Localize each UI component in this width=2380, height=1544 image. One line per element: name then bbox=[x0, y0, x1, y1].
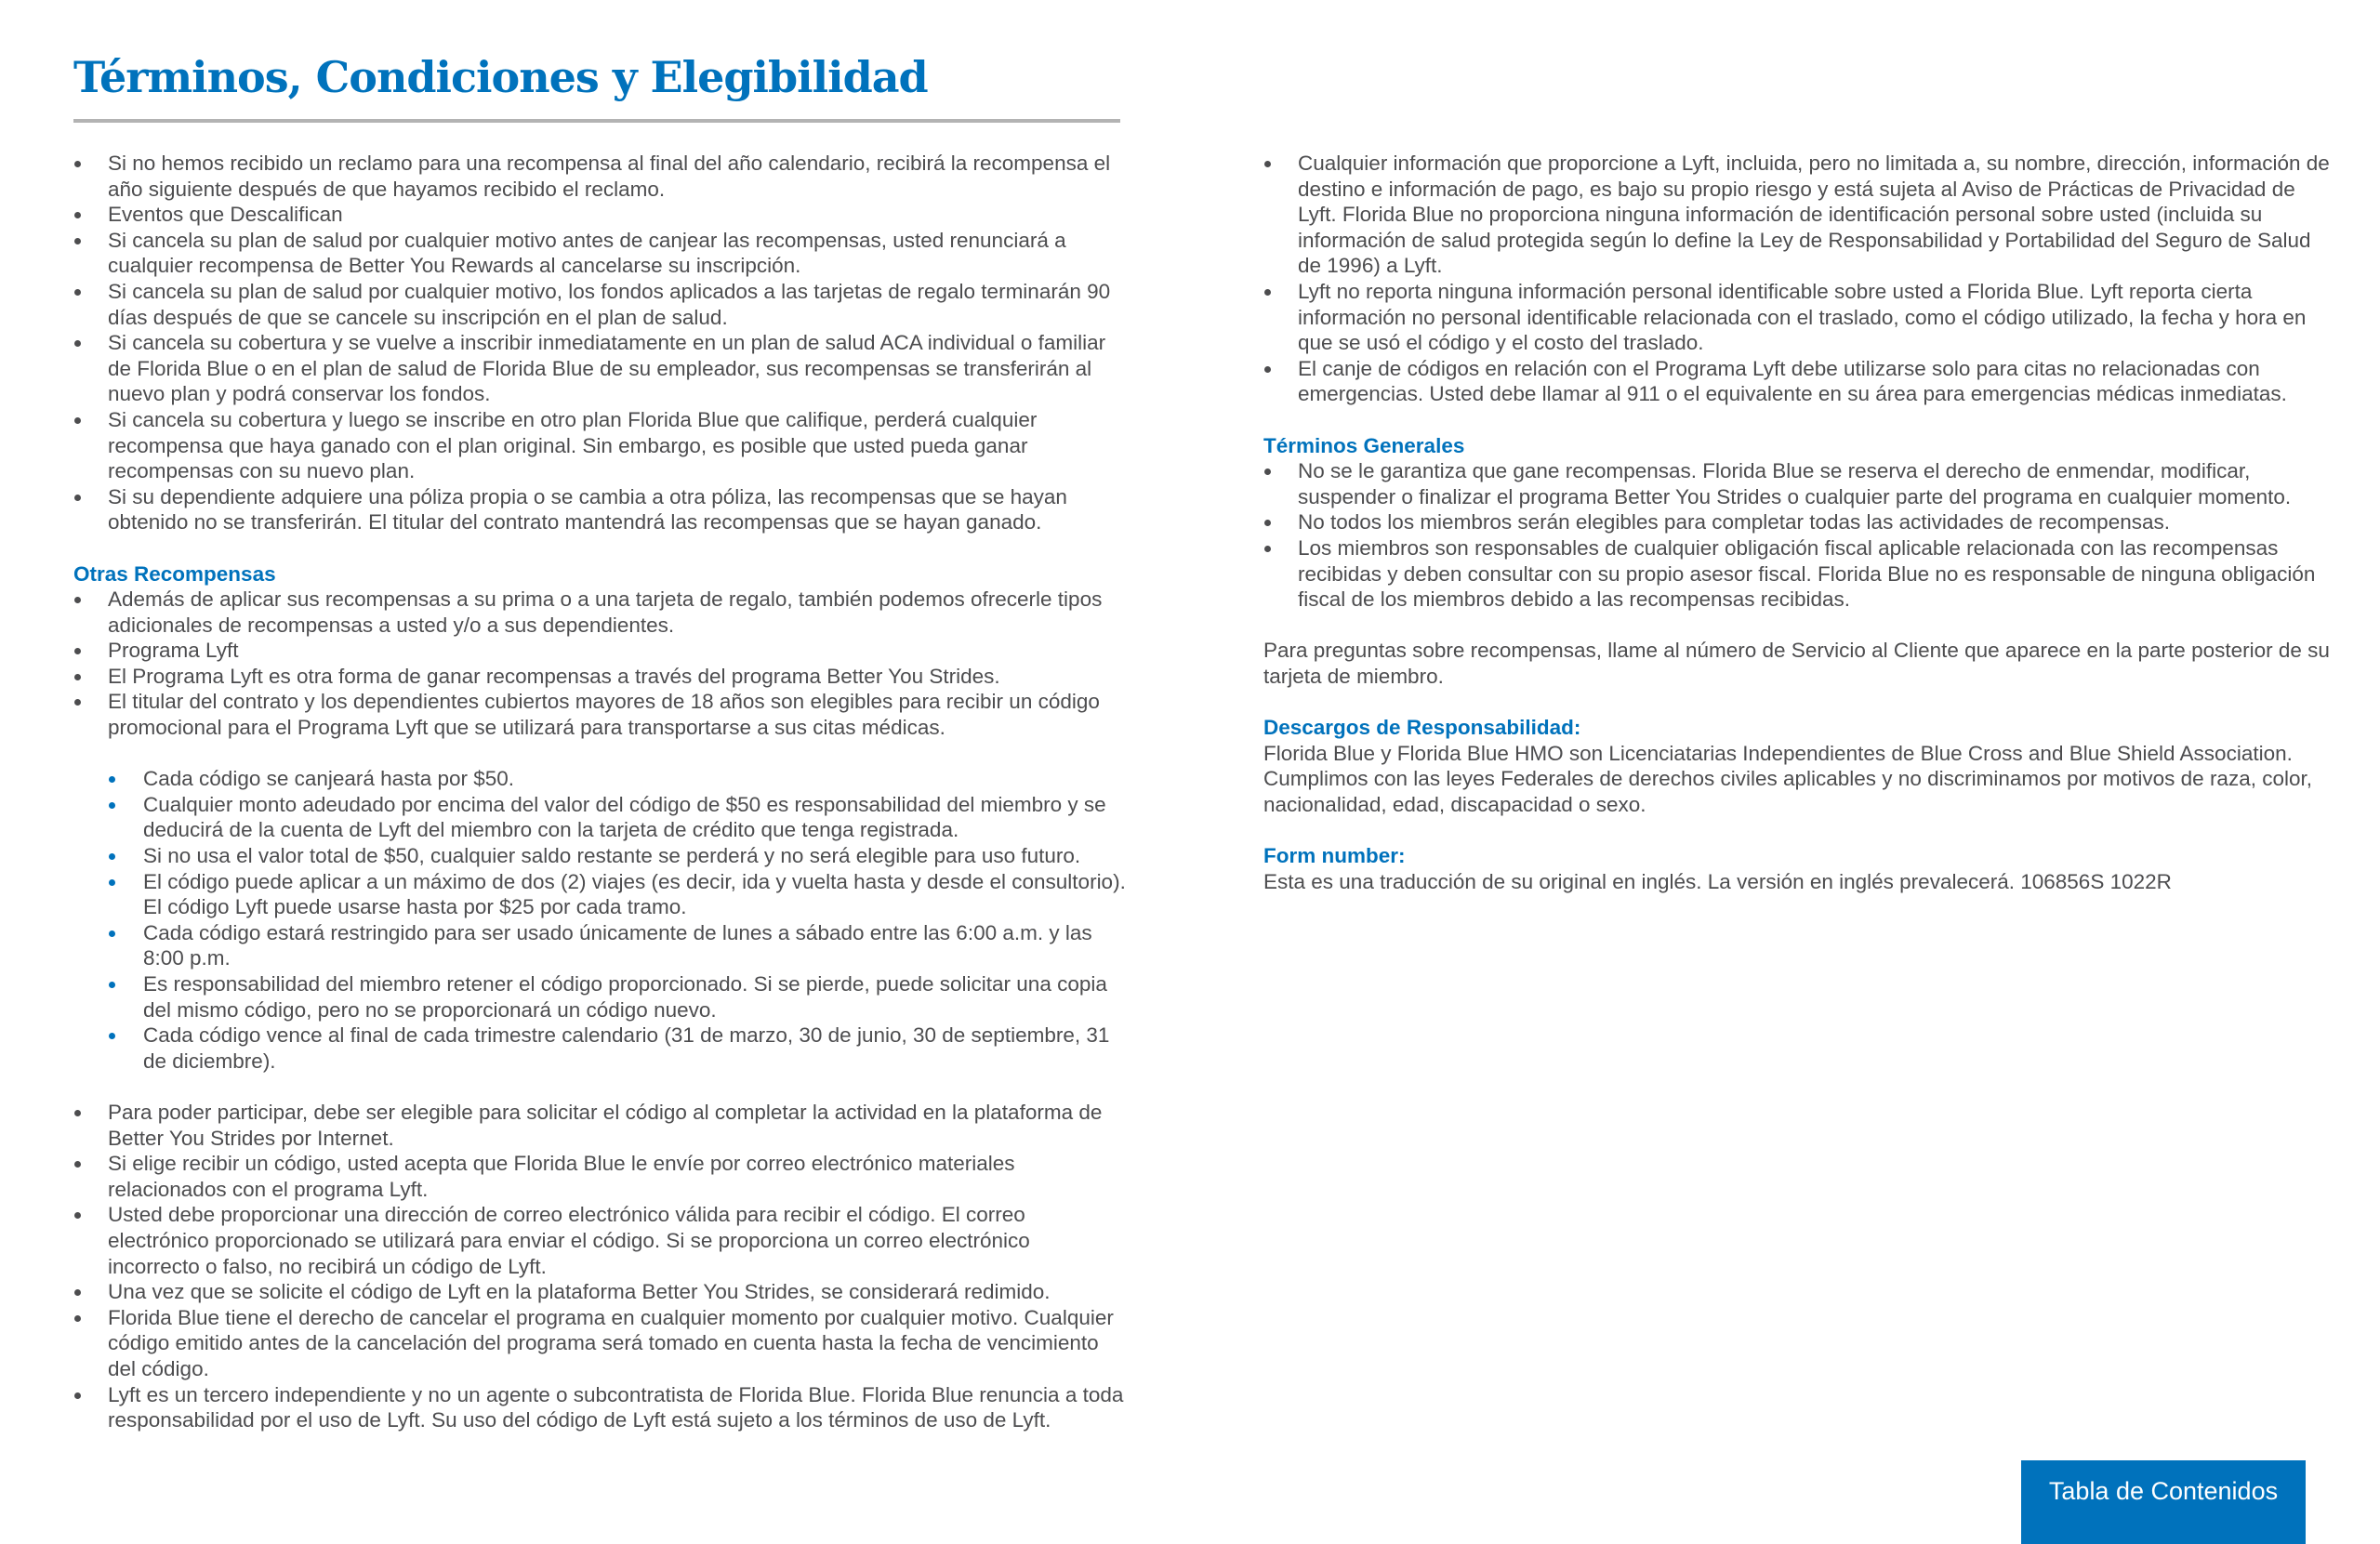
otras-recompensas-list bbox=[73, 587, 1126, 741]
list-item: Para poder participar, debe ser elegible para solicitar el código al completar la actividad en la plataforma de Better You Strides por Internet. bbox=[73, 1100, 1126, 1151]
otras-recompensas-heading: Otras Recompensas bbox=[73, 561, 276, 586]
sub-list-item: Cada código se canjeará hasta por $50. bbox=[108, 766, 1126, 792]
list-item: No se le garantiza que gane recompensas. Florida Blue se reserva el derecho de enmendar, modificar, suspender o finalizar el programa Better You Strides o cualquier parte del programa en cualquier momento. bbox=[1263, 458, 2333, 509]
list-item: El titular del contrato y los dependientes cubiertos mayores de 18 años son elegibles para recibir un código promocional para el Programa Lyft que se utilizará para transportarse a sus citas médicas. bbox=[73, 689, 1126, 740]
list-item: No todos los miembros serán elegibles para completar todas las actividades de recompensas. bbox=[1263, 509, 2333, 535]
list-item: Los miembros son responsables de cualquier obligación fiscal aplicable relacionada con las recompensas recibidas y deben consultar con su propio asesor fiscal. Florida Blue no es responsable de ninguna obligación fiscal de los miembros debido a las recompensas recibidas. bbox=[1263, 535, 2333, 613]
list-item: Además de aplicar sus recompensas a su prima o a una tarjeta de regalo, también podemos ofrecerle tipos adicionales de recompensas a usted y/o a sus dependientes. bbox=[73, 587, 1126, 638]
form-number-heading: Form number: bbox=[1263, 844, 1406, 868]
eligibility-list bbox=[73, 151, 1126, 535]
list-item: Si su dependiente adquiere una póliza propia o se cambia a otra póliza, las recompensas que se hayan obtenido no se transferirán. El titular del contrato mantendrá las recompensas que se hayan ganado. bbox=[73, 484, 1126, 535]
list-item: Si no hemos recibido un reclamo para una recompensa al final del año calendario, recibirá la recompensa el año siguiente después de que hayamos recibido el reclamo. bbox=[73, 151, 1126, 202]
list-item: Si cancela su plan de salud por cualquier motivo, los fondos aplicados a las tarjetas de regalo terminarán 90 días después de que se cancele su inscripción en el plan de salud. bbox=[73, 279, 1126, 330]
list-item: Si elige recibir un código, usted acepta que Florida Blue le envíe por correo electrónico materiales relacionados con el programa Lyft. bbox=[73, 1151, 1126, 1202]
lyft-code-rules-list bbox=[73, 766, 1126, 1074]
lyft-privacy-list bbox=[1263, 151, 2333, 407]
list-item: Si cancela su cobertura y luego se inscribe en otro plan Florida Blue que califique, perderá cualquier recompensa que haya ganado con el plan original. Sin embargo, es posible que usted pueda ganar recompensas con su nuevo plan. bbox=[73, 407, 1126, 484]
sub-list-item: Cada código vence al final de cada trimestre calendario (31 de marzo, 30 de junio, 30 de septiembre, 31 de diciembre). bbox=[108, 1023, 1126, 1074]
list-item: Si cancela su plan de salud por cualquier motivo antes de canjear las recompensas, usted renunciará a cualquier recompensa de Better You Rewards al cancelarse su inscripción. bbox=[73, 228, 1126, 279]
title-divider bbox=[73, 119, 1120, 123]
list-item: Eventos que Descalifican bbox=[73, 202, 1126, 228]
list-item: Si cancela su cobertura y se vuelve a inscribir inmediatamente en un plan de salud ACA individual o familiar de Florida Blue o en el plan de salud de Florida Blue de su empleador, sus recompensas se transferirán al nuevo plan y podrá conservar los fondos. bbox=[73, 330, 1126, 407]
sub-list-item: Cualquier monto adeudado por encima del valor del código de $50 es responsabilidad del miembro y se deducirá de la cuenta de Lyft del miembro con la tarjeta de crédito que tenga registrada. bbox=[108, 792, 1126, 843]
sub-list-item: Si no usa el valor total de $50, cualquier saldo restante se perderá y no será elegible para uso futuro. bbox=[108, 843, 1126, 869]
sub-list-item: Cada código estará restringido para ser usado únicamente de lunes a sábado entre las 6:00 a.m. y las 8:00 p.m. bbox=[108, 920, 1126, 971]
list-item: Lyft es un tercero independiente y no un agente o subcontratista de Florida Blue. Florida Blue renuncia a toda responsabilidad por el uso de Lyft. Su uso del código de Lyft está sujeto a los términos de uso de Lyft. bbox=[73, 1382, 1126, 1433]
terminos-generales-list bbox=[1263, 458, 2333, 613]
list-item: Usted debe proporcionar una dirección de correo electrónico válida para recibir el código. El correo electrónico proporcionado se utilizará para enviar el código. Si se proporciona un correo electrónico incorrecto o falso, no recibirá un código de Lyft. bbox=[73, 1202, 1126, 1279]
list-item: Cualquier información que proporcione a Lyft, incluida, pero no limitada a, su nombre, dirección, información de destino e información de pago, es bajo su propio riesgo y está sujeta al Aviso de Prácticas de Privacidad de Lyft. Florida Blue no proporciona ninguna información de identificación personal sobre usted (incluida su información de salud protegida según lo define la Ley de Responsabilidad y Portabilidad del Seguro de Salud de 1996) a Lyft. bbox=[1263, 151, 2333, 279]
left-column bbox=[73, 151, 1126, 1433]
lyft-participation-list bbox=[73, 1100, 1126, 1433]
list-item: Lyft no reporta ninguna información personal identificable sobre usted a Florida Blue. Lyft reporta cierta información no personal identificable relacionada con el traslado, como el código utilizado, la fecha y hora en que se usó el código y el costo del traslado. bbox=[1263, 279, 2333, 356]
form-number-text: Esta es una traducción de su original en inglés. La versión en inglés prevalecerá. 106856S 1022R bbox=[1263, 869, 2172, 893]
terminos-generales-heading: Términos Generales bbox=[1263, 433, 1465, 457]
sub-list-item: Es responsabilidad del miembro retener el código proporcionado. Si se pierde, puede solicitar una copia del mismo código, pero no se proporcionará un código nuevo. bbox=[108, 971, 1126, 1023]
preguntas-paragraph: Para preguntas sobre recompensas, llame al número de Servicio al Cliente que aparece en la parte posterior de su tarjeta de miembro. bbox=[1263, 639, 2330, 688]
descargos-heading: Descargos de Responsabilidad: bbox=[1263, 716, 1581, 740]
list-item: Florida Blue tiene el derecho de cancelar el programa en cualquier momento por cualquier motivo. Cualquier código emitido antes de la cancelación del programa será tomado en cuenta hasta la fecha de vencimiento del código. bbox=[73, 1305, 1126, 1382]
table-of-contents-button[interactable]: Tabla de Contenidos bbox=[2021, 1460, 2306, 1544]
sub-list-item: El código puede aplicar a un máximo de dos (2) viajes (es decir, ida y vuelta hasta y desde el consultorio). El código Lyft puede usarse hasta por $25 por cada tramo. bbox=[108, 869, 1126, 920]
list-item: El Programa Lyft es otra forma de ganar recompensas a través del programa Better You Strides. bbox=[73, 664, 1126, 690]
list-item: Programa Lyft bbox=[73, 638, 1126, 664]
list-item: El canje de códigos en relación con el Programa Lyft debe utilizarse solo para citas no relacionadas con emergencias. Usted debe llamar al 911 o el equivalente en su área para emergencias médicas inmediatas. bbox=[1263, 356, 2333, 407]
descargos-paragraph: Florida Blue y Florida Blue HMO son Licenciatarias Independientes de Blue Cross and Blue Shield Association. Cumplimos con las leyes Federales de derechos civiles aplicables y no discriminamos por motivos de raza, color, nacionalidad, edad, discapacidad o sexo. bbox=[1263, 741, 2312, 816]
list-item: Una vez que se solicite el código de Lyft en la plataforma Better You Strides, se considerará redimido. bbox=[73, 1279, 1126, 1305]
page-title: Términos, Condiciones y Elegibilidad bbox=[73, 52, 928, 102]
right-column bbox=[1263, 151, 2333, 894]
